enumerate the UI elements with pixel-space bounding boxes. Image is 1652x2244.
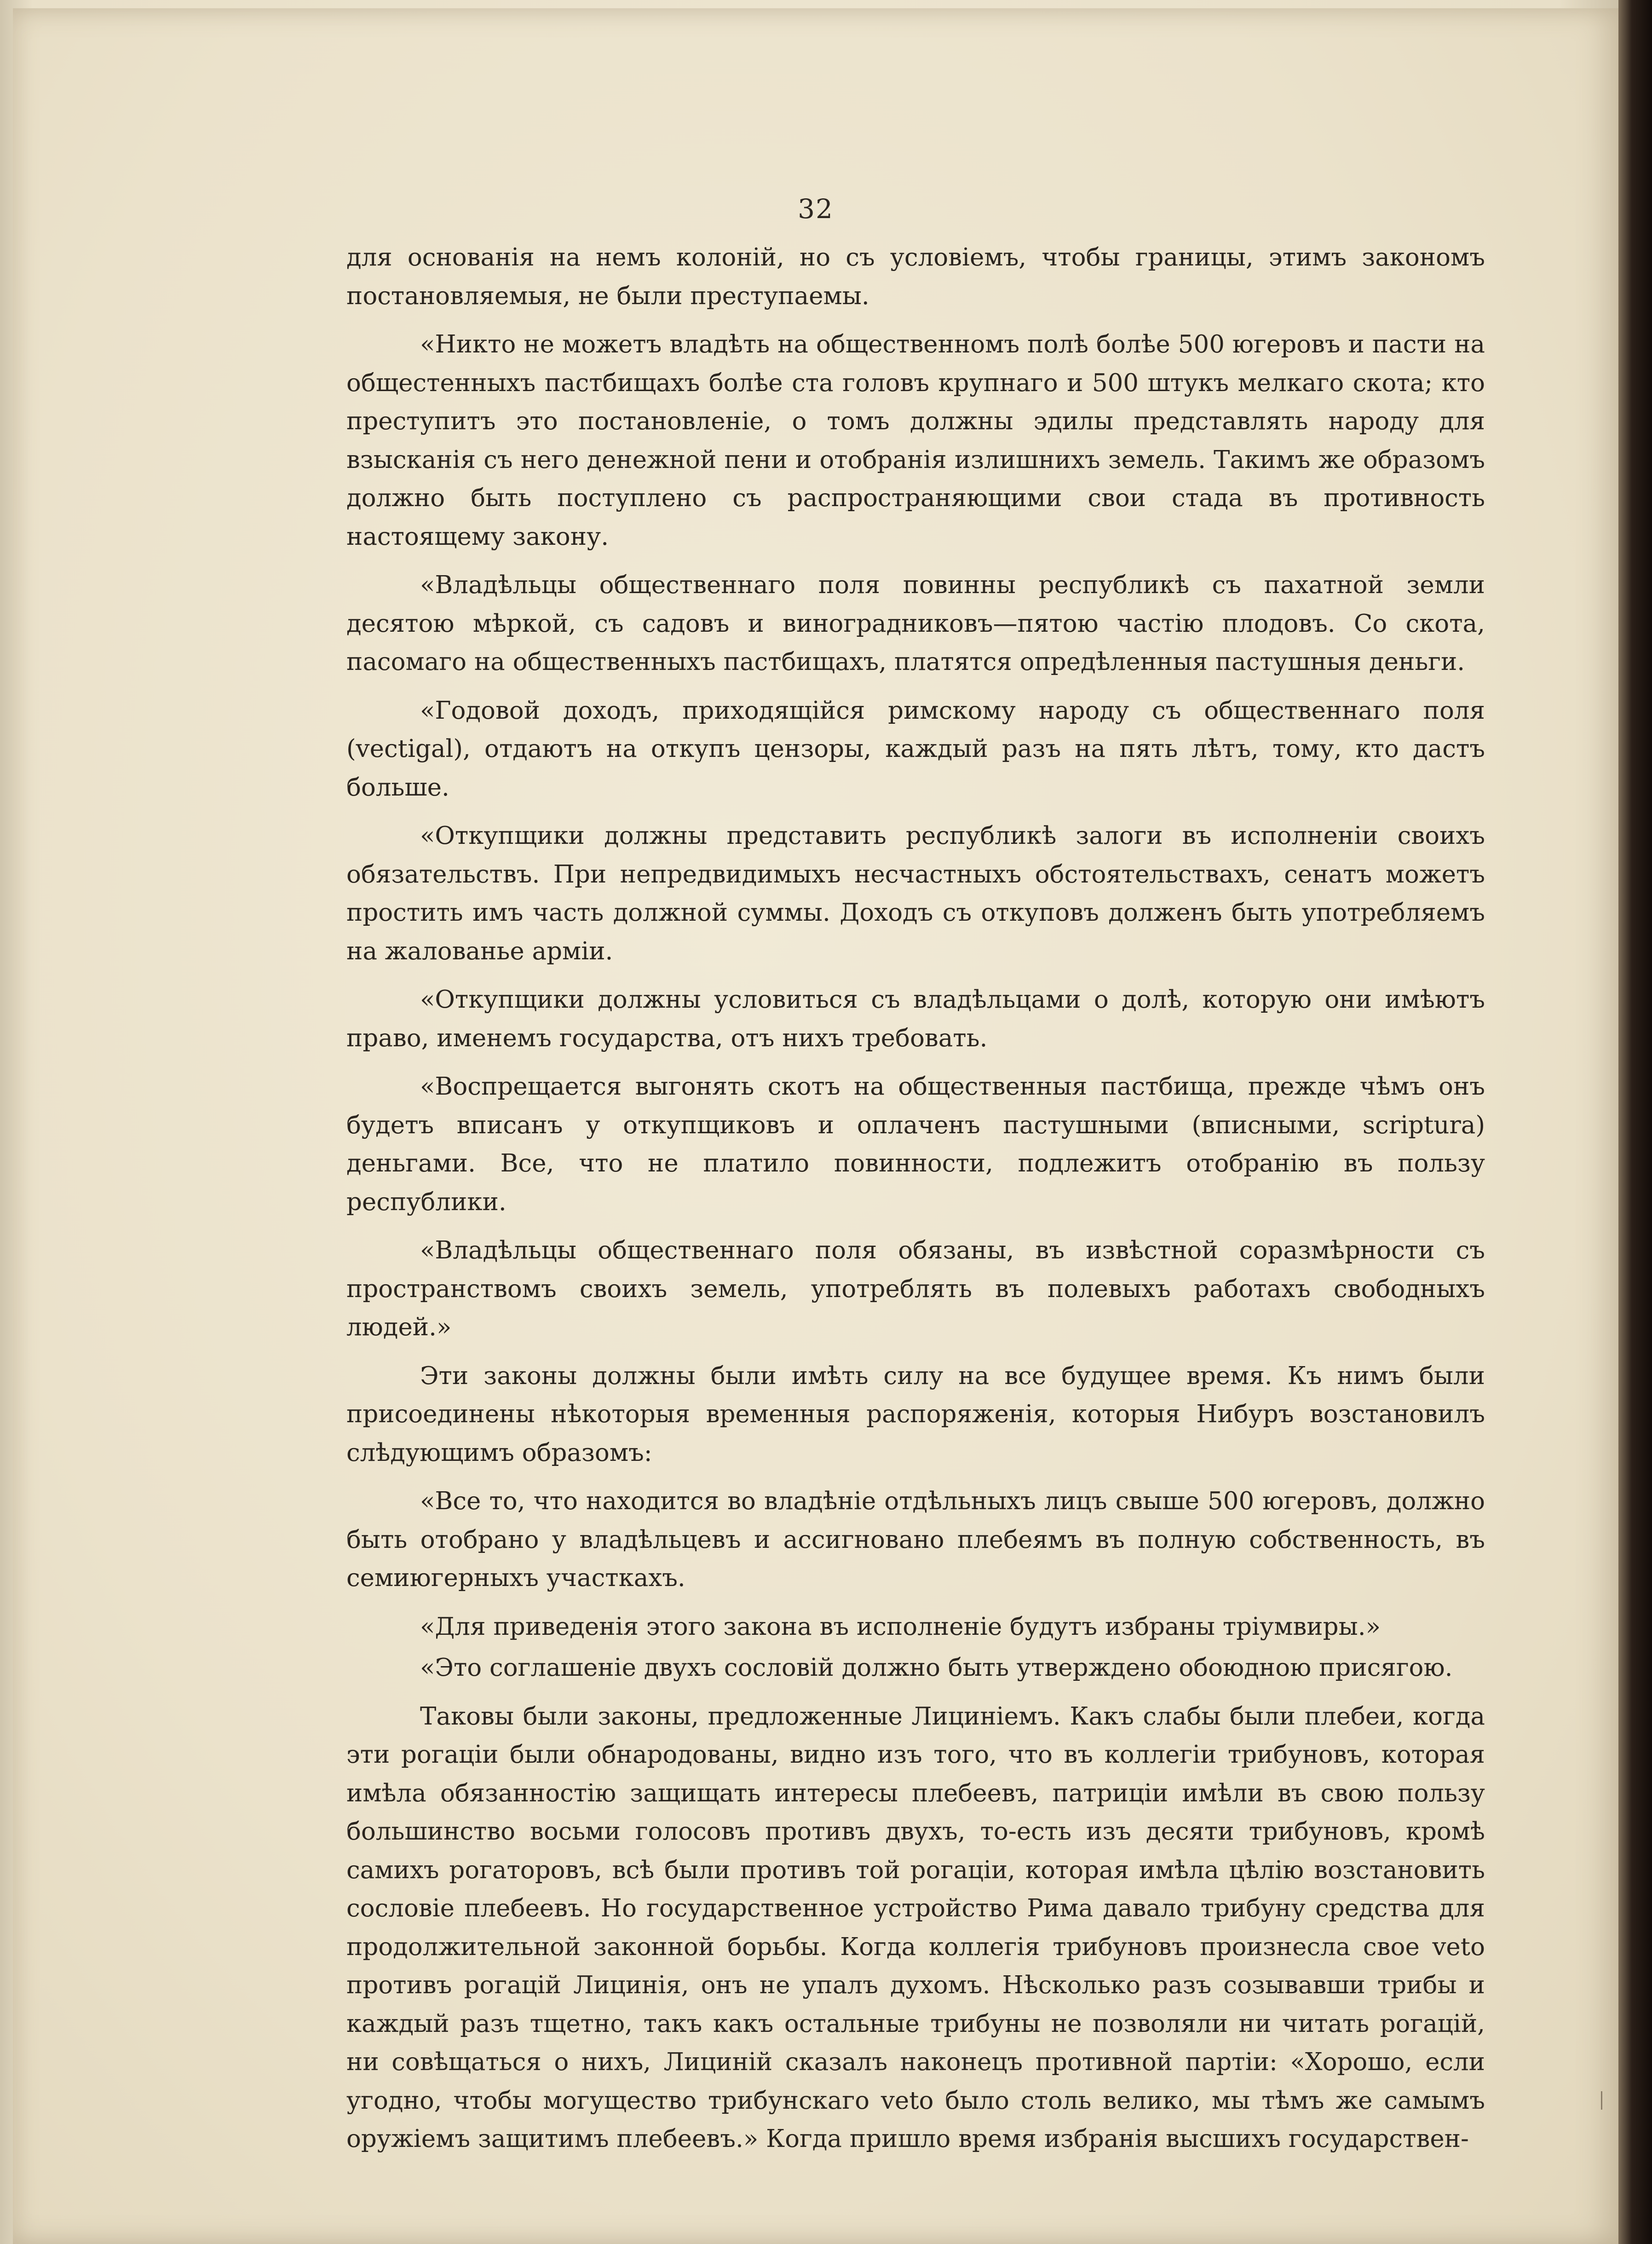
paragraph-13: Таковы были законы, предложенные Лициніемъ. Какъ слабы были плебеи, когда эти рогаціи были обнародованы, видно изъ того, что въ коллегіи трибуновъ, которая имѣла обязанностію защищать интересы плебеевъ, патриціи имѣли въ свою пользу большинство восьми голосовъ противъ двухъ, то-есть изъ десяти трибуновъ, кромѣ самихъ рогаторовъ, всѣ были противъ той рогаціи, которая имѣла цѣлію возстановить сословіе плебеевъ. Но государственное устройство Рима давало трибуну средства для продолжительной законной борьбы. Когда коллегія трибуновъ произнесла свое veto противъ рогацій Лицинія, онъ не упалъ духомъ. Нѣсколько разъ созывавши трибы и каждый разъ тщетно, такъ какъ остальные трибуны не позволяли ни читать рогацій, ни совѣщаться о нихъ, Лициній сказалъ наконецъ противной партіи: «Хорошо, если угодно, чтобы могущество трибунскаго veto было столь велико, мы тѣмъ же самымъ оружіемъ защитимъ плебеевъ.» Когда пришло время избранія высшихъ государствен- <box>346 1702 1485 2153</box>
paragraph-10: «Все то, что находится во владѣніе отдѣльныхъ лицъ свыше 500 югеровъ, должно быть отобрано у владѣльцевъ и ассигновано плебеямъ въ полную собственность, въ семиюгерныхъ участкахъ. <box>346 1487 1485 1592</box>
paragraph-1: для основанія на немъ колоній, но съ условіемъ, чтобы границы, этимъ закономъ постановляемыя, не были преступаемы. <box>346 243 1485 310</box>
paragraph-7: «Воспрещается выгонять скотъ на общественныя пастбища, прежде чѣмъ онъ будетъ вписанъ у откупщиковъ и оплаченъ пастушными (вписными, scriptura) деньгами. Все, что не платило повинности, подлежитъ отобранію въ пользу республики. <box>346 1073 1485 1216</box>
paragraph-4: «Годовой доходъ, приходящійся римскому народу съ общественнаго поля (vectigal), отдаютъ на откупъ цензоры, каждый разъ на пять лѣтъ, тому, кто дастъ больше. <box>346 696 1485 802</box>
margin-mark <box>1601 2091 1602 2110</box>
paragraph-8: «Владѣльцы общественнаго поля обязаны, въ извѣстной соразмѣрности съ пространствомъ своихъ земель, употреблять въ полевыхъ работахъ свободныхъ людей.» <box>346 1236 1485 1341</box>
page-number: 32 <box>798 193 834 225</box>
paragraph-6: «Откупщики должны условиться съ владѣльцами о долѣ, которую они имѣютъ право, именемъ государства, отъ нихъ требовать. <box>346 986 1485 1052</box>
paragraph-5: «Откупщики должны представить республикѣ залоги въ исполненіи своихъ обязательствъ. При непредвидимыхъ несчастныхъ обстоятельствахъ, сенатъ можетъ простить имъ часть должной суммы. Доходъ съ откуповъ долженъ быть употребляемъ на жалованье арміи. <box>346 822 1485 965</box>
page-text <box>346 238 1485 2169</box>
paragraph-9: Эти законы должны были имѣть силу на все будущее время. Къ нимъ были присоединены нѣкоторыя временныя распоряженія, которыя Нибуръ возстановилъ слѣдующимъ образомъ: <box>346 1361 1485 1467</box>
book-page <box>13 8 1618 2244</box>
paragraph-12: «Это соглашеніе двухъ сословій должно быть утверждено обоюдною присягою. <box>420 1654 1453 1682</box>
book-edge <box>1618 0 1652 2244</box>
paragraph-11: «Для приведенія этого закона въ исполненіе будутъ избраны тріумвиры.» <box>420 1612 1381 1641</box>
paragraph-2: «Никто не можетъ владѣть на общественномъ полѣ болѣе 500 югеровъ и пасти на общестенныхъ пастбищахъ болѣе ста головъ крупнаго и 500 штукъ мелкаго скота; кто преступитъ это постановленіе, о томъ должны эдилы представлять народу для взысканія съ него денежной пени и отобранія излишнихъ земель. Такимъ же образомъ должно быть поступлено съ распространяющими свои стада въ противность настоящему закону. <box>346 330 1485 551</box>
paragraph-3: «Владѣльцы общественнаго поля повинны республикѣ съ пахатной земли десятою мѣркой, съ садовъ и виноградниковъ—пятою частію плодовъ. Со скота, пасомаго на общественныхъ пастбищахъ, платятся опредѣленныя пастушныя деньги. <box>346 571 1485 676</box>
